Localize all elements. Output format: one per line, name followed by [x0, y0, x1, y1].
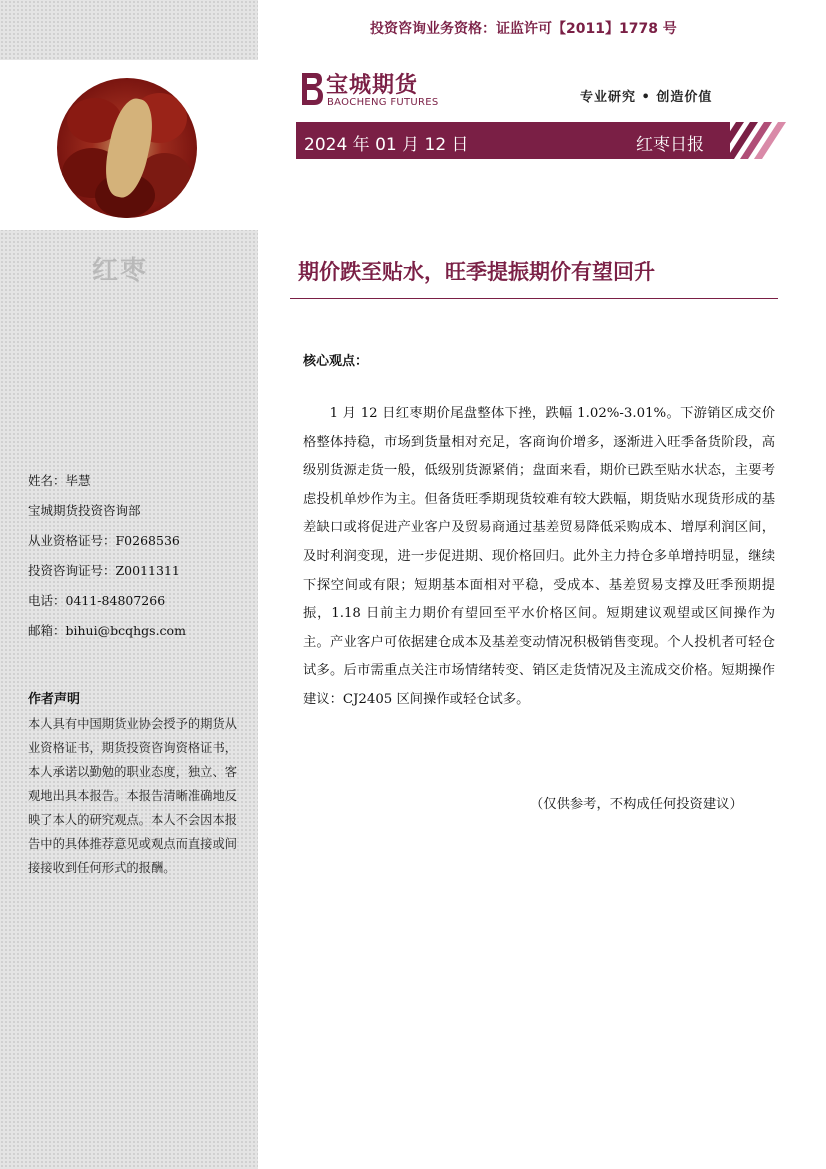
- declaration-title: 作者声明: [28, 692, 81, 707]
- banner-stripes: [700, 122, 790, 159]
- author-department: 宝城期货投资咨询部: [28, 503, 141, 518]
- author-phone: 电话：0411-84807266: [28, 593, 166, 608]
- report-title: 期价跌至贴水，旺季提振期价有望回升: [298, 260, 655, 284]
- report-date: 2024 年 01 月 12 日: [304, 135, 469, 155]
- author-consult-cert: 投资咨询证号：Z0011311: [28, 563, 180, 578]
- sidebar-category: 红枣: [91, 256, 148, 286]
- declaration-text: 本人具有中国期货业协会授予的期货从业资格证书，期货投资咨询资格证书，本人承诺以勤勉的职业态度，独立、客观地出具本报告。本报告清晰准确地反映了本人的研究观点。本人不会因本报告中的具体推荐意见或观点而直接或间接接收到任何形式的报酬。: [28, 717, 238, 875]
- license-line: 投资咨询业务资格：证监许可【2011】1778 号: [370, 21, 677, 37]
- red-dates-photo: [57, 78, 197, 218]
- company-logo-icon: [298, 71, 324, 107]
- disclaimer: （仅供参考，不构成任何投资建议）: [530, 797, 743, 812]
- author-qualification: 从业资格证号：F0268536: [28, 533, 180, 548]
- author-email: 邮箱：bihui@bcqhgs.com: [28, 623, 186, 638]
- author-info: [28, 466, 186, 646]
- author-name: 姓名：毕慧: [28, 473, 91, 488]
- report-type: 红枣日报: [636, 135, 704, 155]
- slogan: 专业研究 • 创造价值: [580, 90, 713, 105]
- logo-text-cn: 宝城期货: [326, 73, 419, 98]
- core-view-body: 1 月 12 日红枣期价尾盘整体下挫，跌幅 1.02%-3.01%。下游销区成交价格整体持稳，市场到货量相对充足，客商询价增多，逐渐进入旺季备货阶段，高级别货源走货一般，低级别货源紧俏；盘面来看，期价已跌至贴水状态，主要考虑投机单炒作为主。但备货旺季期现货较难有较大跌幅，期货贴水现货形成的基差缺口或将促进产业客户及贸易商通过基差贸易降低采购成本、增厚利润区间，及时利润变现，进一步促进期、现价格回归。此外主力持仓多单增持明显，继续下探空间或有限；短期基本面相对平稳，受成本、基差贸易支撑及旺季预期提振，1.18 日前主力期价有望回至平水价格区间。短期建议观望或区间操作为主。产业客户可依据建仓成本及基差变动情况积极销售变现。个人投机者可轻仓试多。后市需重点关注市场情绪转变、销区走货情况及主流成交价格。短期操作建议：CJ2405 区间操作或轻仓试多。: [303, 406, 775, 707]
- core-view-heading: 核心观点：: [303, 354, 369, 369]
- title-divider: [290, 298, 778, 299]
- logo-text-en: BAOCHENG FUTURES: [327, 97, 439, 108]
